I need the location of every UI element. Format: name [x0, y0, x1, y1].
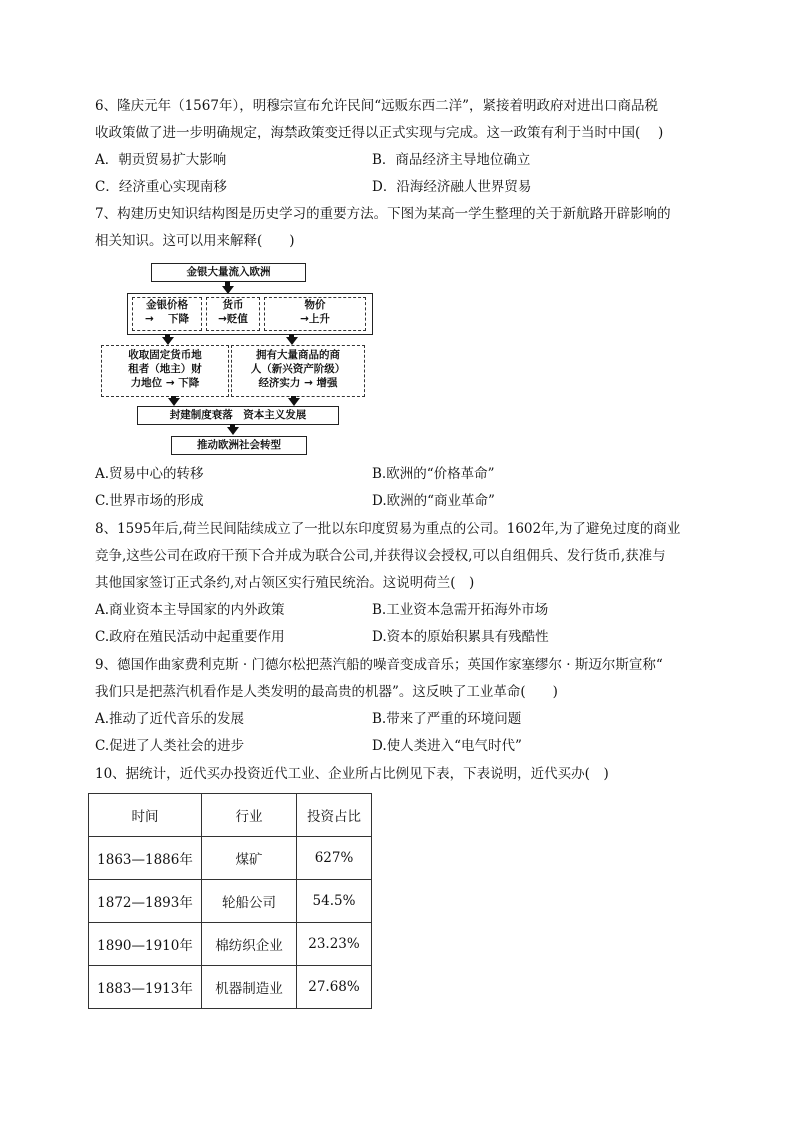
- q7-option-c: C.世界市场的形成: [95, 493, 204, 509]
- q8-option-a: A.商业资本主导国家的内外政策: [95, 602, 285, 618]
- currency-change: →贬值: [218, 313, 248, 325]
- diagram-landlord-box: [101, 345, 229, 397]
- table-cell: 轮船公司: [202, 880, 297, 923]
- table-row: [89, 923, 372, 966]
- table-cell: 1863—1886年: [89, 837, 202, 880]
- q7-stem-line2: 相关知识。这可以用来解释( ): [95, 233, 295, 249]
- merchant-line3: 经济实力 → 增强: [258, 377, 338, 389]
- q8-stem-line1: 8、1595年后,荷兰民间陆续成立了一批以东印度贸易为重点的公司。1602年,为了避免过度的商业: [95, 521, 681, 537]
- q6-option-d: D．沿海经济融人世界贸易: [372, 179, 532, 195]
- table-row: [89, 880, 372, 923]
- gold-price-label: 金银价格: [146, 299, 188, 311]
- diagram-arrow-down-icon: [288, 398, 300, 406]
- landlord-line2: 租者（地主）财: [128, 363, 202, 375]
- q7-option-d: D.欧洲的“商业革命”: [372, 493, 495, 509]
- q10-stem: 10、据统计，近代买办投资近代工业、企业所占比例见下表，下表说明，近代买办( ): [95, 766, 609, 782]
- diagram-arrow-down-icon: [227, 427, 239, 435]
- table-cell: 机器制造业: [202, 966, 297, 1009]
- table-cell: 1890—1910年: [89, 923, 202, 966]
- diagram-arrow-down-icon: [162, 337, 174, 345]
- diagram-merchant-box: [231, 345, 365, 397]
- merchant-line2: 人（新兴资产阶级）: [250, 363, 346, 375]
- table-header-cell: 行业: [202, 794, 297, 837]
- q9-stem-line1: 9、德国作曲家费利克斯 · 门德尔松把蒸汽船的噪音变成音乐；英国作家塞缪尔 · 斯迈尔斯宣称“: [95, 657, 663, 673]
- table-header-row: [89, 794, 372, 837]
- table-cell: 煤矿: [202, 837, 297, 880]
- q6-option-c: C．经济重心实现南移: [95, 179, 227, 195]
- table-cell: 1883—1913年: [89, 966, 202, 1009]
- price-change: →上升: [300, 313, 330, 325]
- table-cell: 627%: [297, 837, 372, 880]
- q7-option-a: A.贸易中心的转移: [95, 466, 204, 482]
- diagram-top-box: 金银大量流入欧洲: [151, 263, 306, 282]
- table-cell: 54.5%: [297, 880, 372, 923]
- q9-option-a: A.推动了近代音乐的发展: [95, 711, 245, 727]
- landlord-line1: 收取固定货币地: [128, 349, 202, 361]
- q7-stem-line1: 7、构建历史知识结构图是历史学习的重要方法。下图为某高一学生整理的关于新航路开辟影响的: [95, 206, 671, 222]
- currency-label: 货币: [222, 299, 244, 311]
- table-header-cell: 投资占比: [297, 794, 372, 837]
- diagram-feudal-box: 封建制度衰落 资本主义发展: [137, 406, 339, 425]
- q9-option-b: B.带来了严重的环境问题: [372, 711, 522, 727]
- q9-option-c: C.促进了人类社会的进步: [95, 738, 245, 754]
- landlord-line3: 力地位 → 下降: [130, 377, 200, 389]
- diagram-price-box: [264, 297, 366, 331]
- diagram-arrow-down-icon: [286, 337, 298, 345]
- diagram-bottom-box: 推动欧洲社会转型: [171, 436, 307, 455]
- merchant-line1: 拥有大量商品的商: [256, 349, 340, 361]
- q7-option-b: B.欧洲的“价格革命”: [372, 466, 495, 482]
- diagram-currency-box: [206, 297, 260, 331]
- q8-stem-line2: 竞争,这些公司在政府干预下合并成为联合公司,并获得议会授权,可以自组佣兵、发行货币,获准与: [95, 548, 666, 564]
- q8-option-d: D.资本的原始积累具有残酷性: [372, 629, 549, 645]
- price-label: 物价: [304, 299, 326, 311]
- q8-option-c: C.政府在殖民活动中起重要作用: [95, 629, 285, 645]
- diagram-gold-price-box: [132, 297, 202, 331]
- q9-stem-line2: 我们只是把蒸汽机看作是人类发明的最高贵的机器”。这反映了工业革命( ): [95, 684, 558, 700]
- table-row: [89, 837, 372, 880]
- q6-stem-line1: 6、隆庆元年（1567年），明穆宗宣布允许民间“远贩东西二洋”，紧接着明政府对进出口商品税: [95, 98, 658, 114]
- table-cell: 23.23%: [297, 923, 372, 966]
- table-row: [89, 966, 372, 1009]
- table-cell: 1872—1893年: [89, 880, 202, 923]
- diagram-arrow-down-icon: [168, 398, 180, 406]
- q6-option-a: A．朝贡贸易扩大影响: [95, 152, 227, 168]
- gold-price-change: → 下降: [145, 313, 189, 325]
- q8-option-b: B.工业资本急需开拓海外市场: [372, 602, 549, 618]
- table-header-cell: 时间: [89, 794, 202, 837]
- q8-stem-line3: 其他国家签订正式条约,对占领区实行殖民统治。这说明荷兰( ): [95, 575, 475, 591]
- q10-investment-table: [88, 793, 372, 1009]
- q6-stem-line2: 收政策做了进一步明确规定，海禁政策变迁得以正式实现与完成。这一政策有利于当时中国( ): [95, 125, 664, 141]
- table-cell: 棉纺织企业: [202, 923, 297, 966]
- q9-option-d: D.使人类进入“电气时代”: [372, 738, 522, 754]
- q6-option-b: B．商品经济主导地位确立: [372, 152, 531, 168]
- table-cell: 27.68%: [297, 966, 372, 1009]
